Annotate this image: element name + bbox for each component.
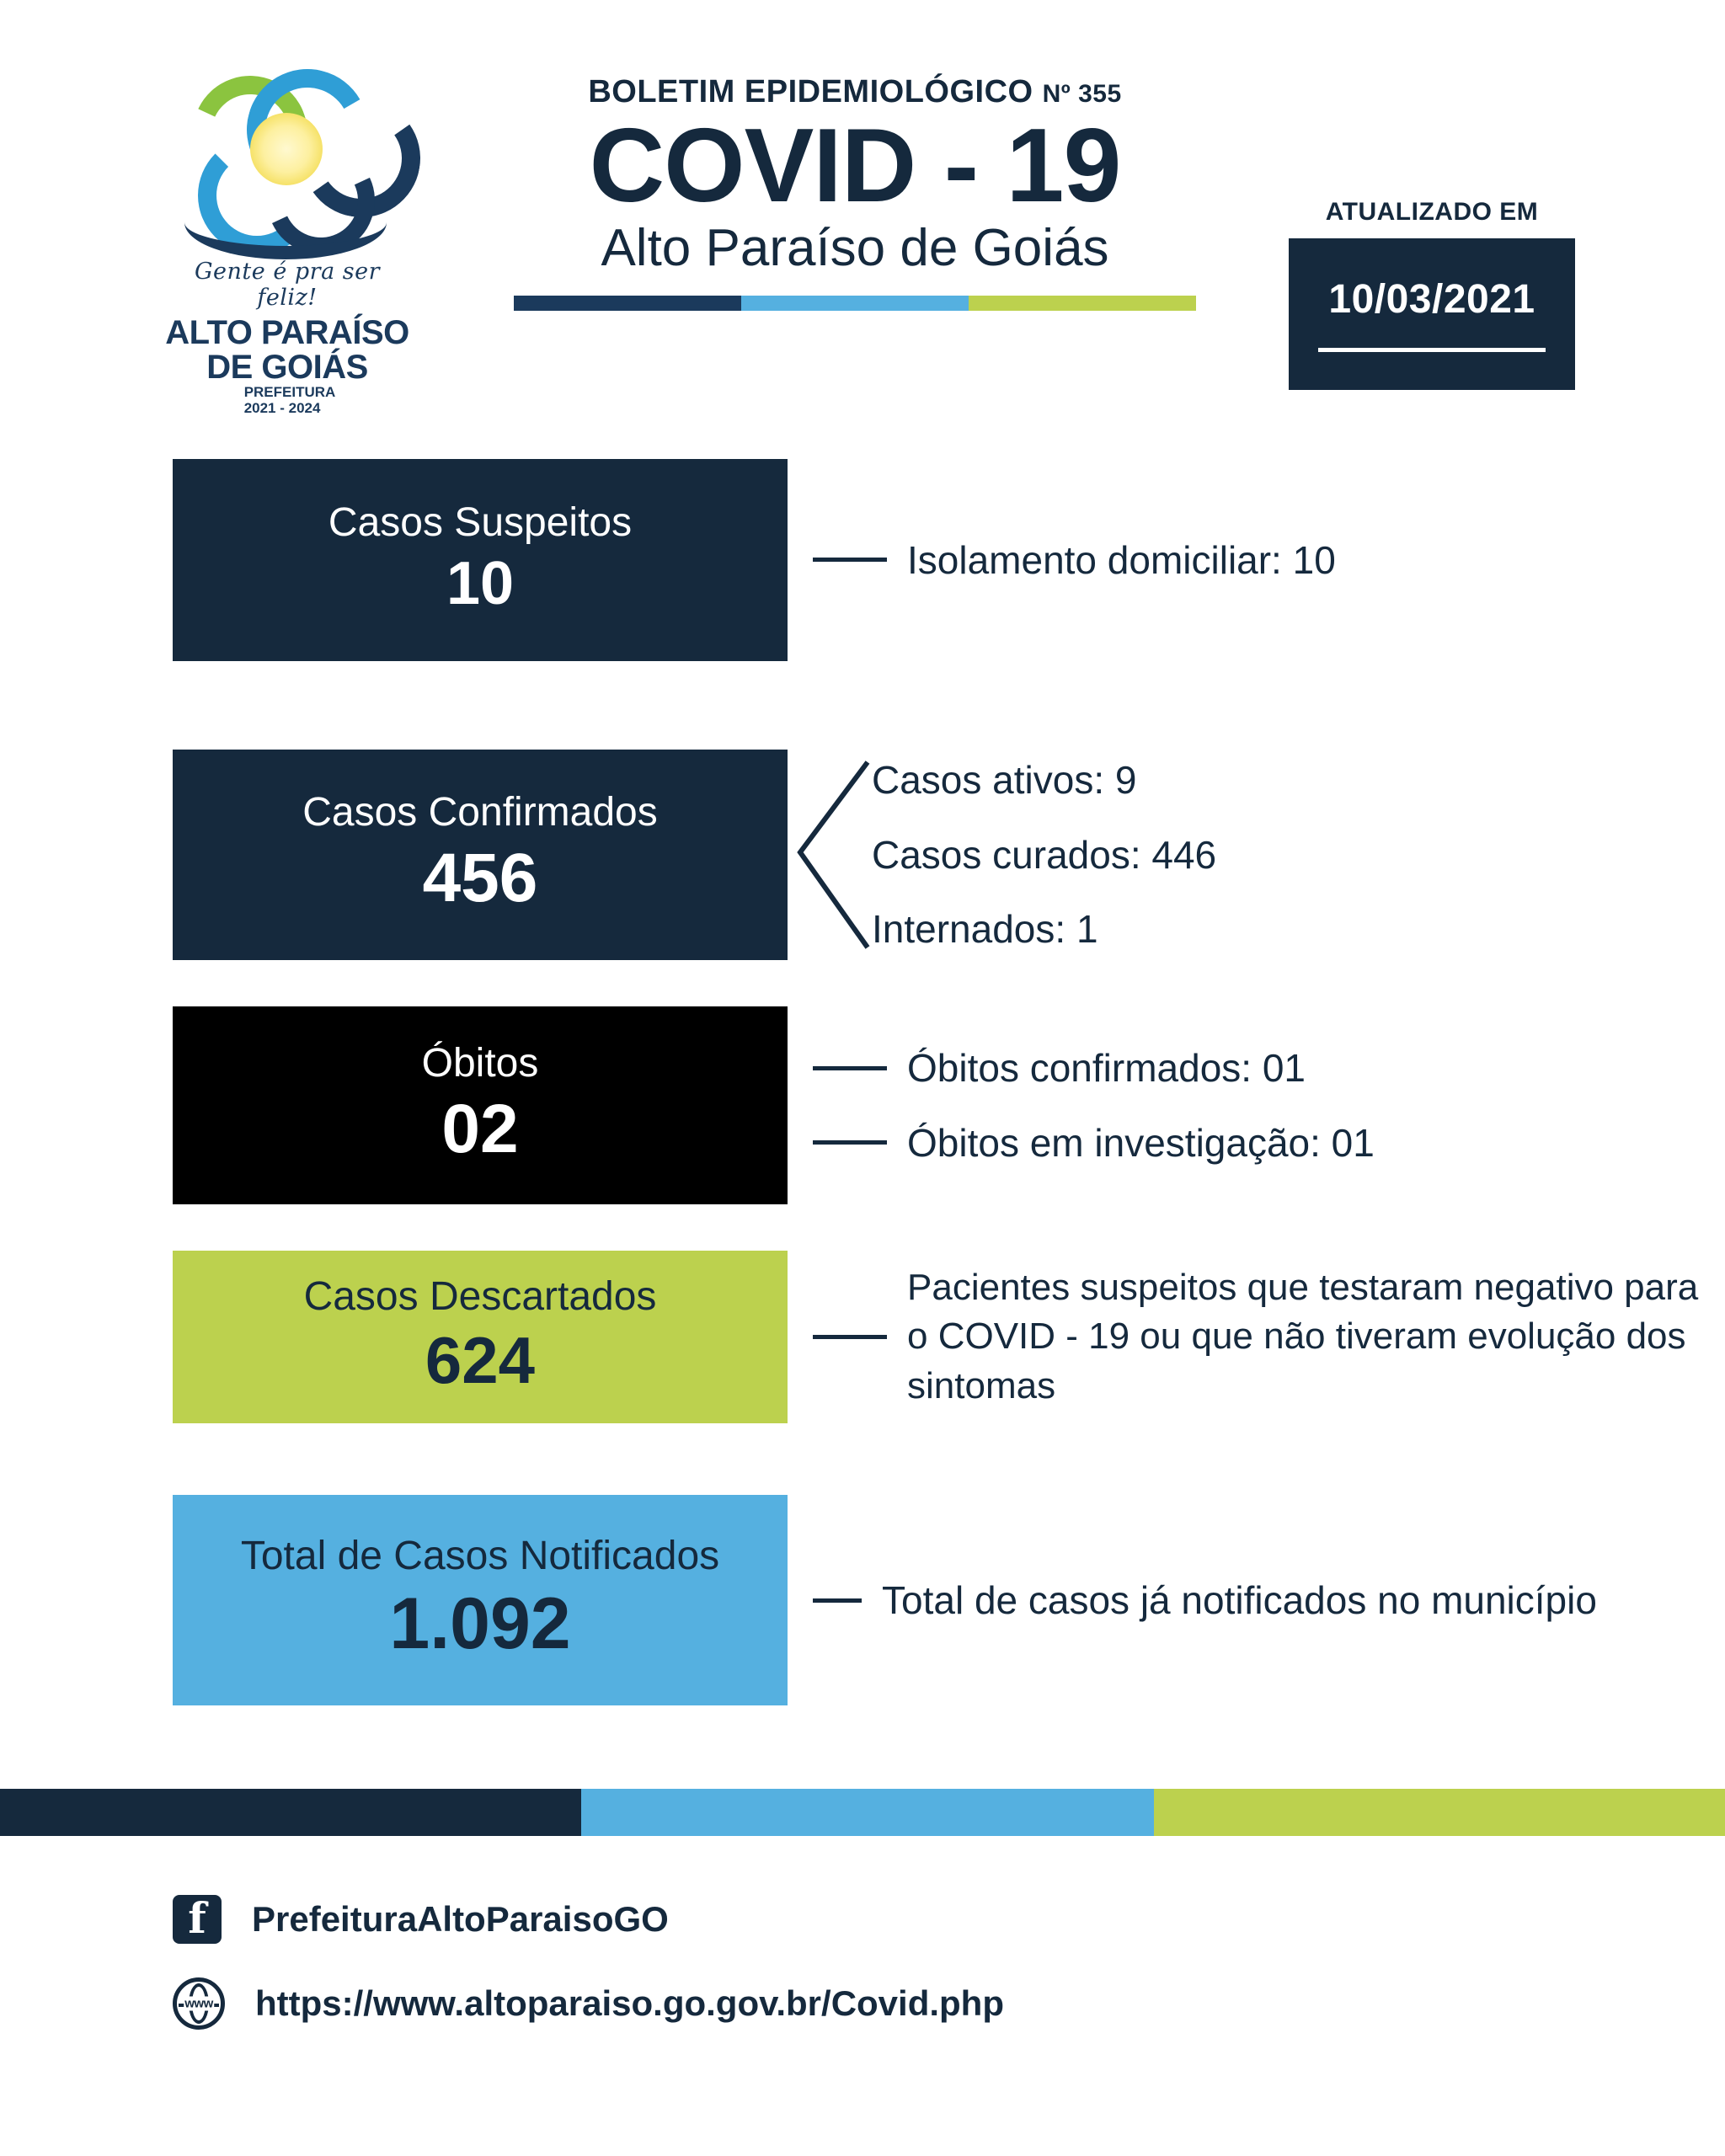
bulletin-number: Nº 355 [1042, 80, 1122, 108]
dash-connector-icon [813, 1335, 887, 1339]
note-item [813, 1263, 1725, 1410]
dash-connector-icon [813, 1066, 887, 1070]
stat-box-discarded [173, 1251, 788, 1423]
stat-notes-deaths [813, 1045, 1725, 1166]
stat-notes-discarded [813, 1263, 1725, 1410]
stat-box-confirmed [173, 750, 788, 960]
bulletin-heading [505, 74, 1204, 110]
stat-notes-confirmed [872, 758, 1725, 953]
note-text: Casos ativos: 9 [872, 757, 1137, 802]
stat-notes-suspected [813, 537, 1725, 583]
facebook-handle[interactable]: PrefeituraAltoParaisoGO [252, 1899, 669, 1939]
city-subtitle: Alto Paraíso de Goiás [601, 219, 1109, 277]
note-text: Isolamento domiciliar: 10 [907, 537, 1336, 582]
dash-connector-icon [813, 1140, 887, 1145]
stat-value: 10 [446, 550, 515, 617]
footer-links [173, 1895, 1520, 2063]
tricolor-divider [514, 296, 1196, 311]
title-block [505, 74, 1204, 311]
flower-icon [250, 113, 323, 185]
stat-box-deaths [173, 1006, 788, 1204]
stat-label: Casos Confirmados [302, 790, 658, 835]
stat-notes-total [813, 1575, 1725, 1626]
stat-label: Óbitos [421, 1040, 539, 1086]
globe-www-icon[interactable] [173, 1977, 225, 2030]
logo-city-line2: DE GOIÁS [206, 349, 368, 387]
note-text: Total de casos já notificados no município [882, 1577, 1597, 1622]
updated-date-box [1289, 238, 1575, 390]
note-item [813, 537, 1725, 583]
statistics-section [0, 459, 1725, 1705]
stat-label: Casos Suspeitos [328, 500, 633, 546]
stat-label: Total de Casos Notificados [240, 1534, 720, 1579]
stat-label: Casos Descartados [303, 1274, 657, 1320]
updated-date: 10/03/2021 [1328, 277, 1535, 322]
dash-connector-icon [813, 1598, 862, 1603]
note-text: Pacientes suspeitos que testaram negativo para o COVID - 19 ou que não tiveram evolução dos sintomas [907, 1267, 1699, 1406]
note-text: Óbitos em investigação: 01 [907, 1120, 1375, 1165]
dash-connector-icon [813, 558, 887, 562]
logo-city-name [165, 316, 409, 428]
facebook-row[interactable] [173, 1895, 1520, 1944]
page-title: COVID - 19 [589, 108, 1121, 224]
stat-row-discarded [0, 1251, 1725, 1423]
logo-slogan: Gente é pra ser feliz! [194, 259, 381, 311]
note-item [813, 1120, 1725, 1166]
stat-value: 624 [425, 1323, 536, 1398]
stat-value: 456 [422, 840, 538, 917]
stat-row-confirmed [0, 750, 1725, 960]
updated-rule [1318, 348, 1546, 352]
city-logo [165, 66, 409, 417]
www-label: www [184, 1996, 213, 2011]
note-text: Internados: 1 [872, 907, 1098, 952]
stat-box-total [173, 1495, 788, 1705]
logo-city-line1: ALTO PARAÍSO [165, 314, 409, 351]
stat-row-suspected [0, 459, 1725, 661]
stat-value: 02 [441, 1090, 519, 1167]
facebook-icon[interactable]: f [173, 1895, 222, 1944]
logo-sub-line1: PREFEITURA [243, 384, 336, 401]
note-item [813, 1575, 1725, 1626]
stat-row-deaths [0, 1006, 1725, 1204]
logo-mark-icon [178, 66, 397, 255]
note-item [813, 1045, 1725, 1091]
stat-row-total [0, 1495, 1725, 1705]
website-url[interactable]: https://www.altoparaiso.go.gov.br/Covid.php [255, 1983, 1004, 2023]
updated-block [1289, 198, 1575, 390]
stat-value: 1.092 [389, 1582, 571, 1664]
updated-label: ATUALIZADO EM [1325, 198, 1539, 226]
header [0, 0, 1725, 421]
logo-sub-line2: 2021 - 2024 [243, 400, 321, 417]
footer-color-bar [0, 1789, 1725, 1836]
website-row[interactable] [173, 1977, 1520, 2030]
note-text: Óbitos confirmados: 01 [907, 1046, 1306, 1091]
bracket-connector-icon [788, 750, 872, 960]
bulletin-label: BOLETIM EPIDEMIOLÓGICO [588, 74, 1033, 109]
stat-box-suspected [173, 459, 788, 661]
note-text: Casos curados: 446 [872, 832, 1217, 877]
